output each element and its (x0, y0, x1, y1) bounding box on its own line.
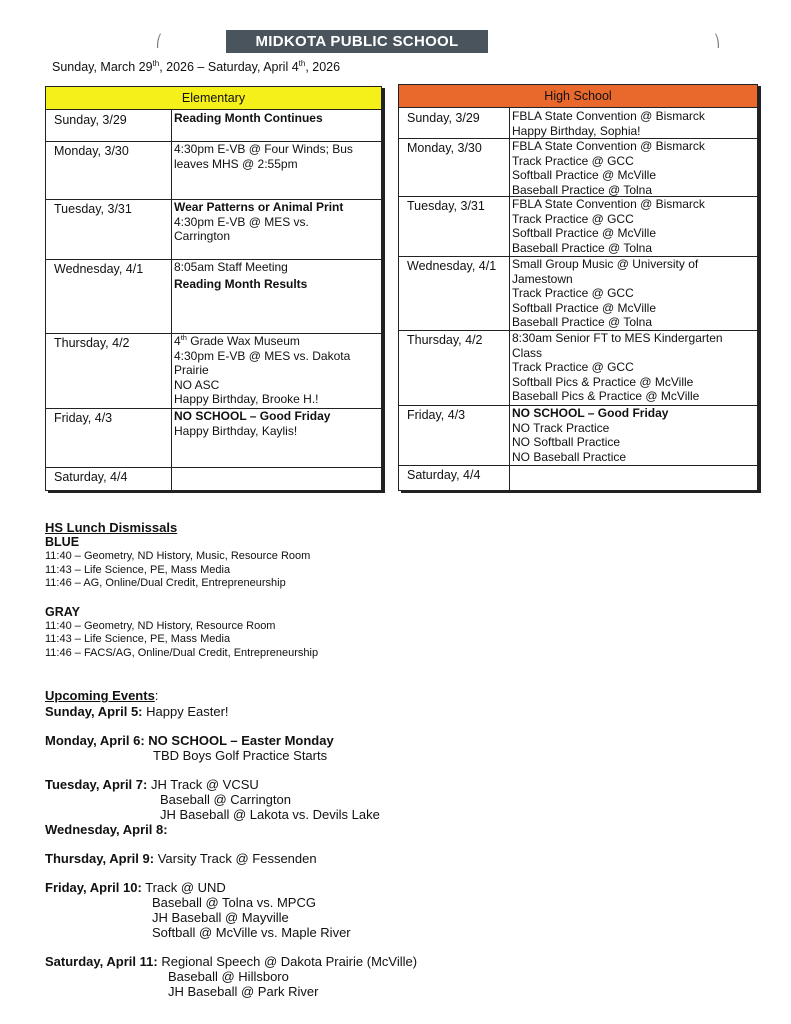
elementary-schedule-table (45, 86, 382, 491)
upcoming-day-line (45, 822, 417, 837)
upcoming-events (45, 688, 417, 999)
upcoming-day-label: Thursday, April 9: (45, 851, 155, 866)
event-line: FBLA State Convention @ Bismarck (512, 197, 705, 211)
upcoming-day-line (45, 880, 417, 895)
event-line: Baseball Practice @ Tolna (512, 315, 653, 329)
event-line: Happy Birthday, Brooke H.! (174, 392, 319, 406)
upcoming-event: NO SCHOOL – Easter Monday (148, 733, 334, 748)
event-line (174, 334, 374, 349)
day-events (174, 467, 374, 468)
event-line: 4:30pm E-VB @ MES vs. (174, 214, 309, 229)
day-label: Saturday, 4/4 (399, 465, 510, 490)
event-line: Baseball Pics & Practice @ McVille (512, 389, 700, 403)
day-events (174, 141, 374, 171)
schedule-row (399, 196, 757, 257)
scan-mark: ⎞ (714, 34, 720, 48)
event-line: 4:30pm E-VB @ MES vs. Dakota (174, 348, 351, 363)
event-line: FBLA State Convention @ Bismarck (512, 139, 705, 153)
event-line: Softball Practice @ McVille (512, 300, 657, 315)
event-line: 4:30pm E-VB @ Four Winds; Bus (174, 142, 353, 156)
upcoming-day-label: Sunday, April 5: (45, 704, 143, 719)
event-line: Track Practice @ GCC (512, 286, 634, 300)
day-label: Friday, 4/3 (46, 408, 172, 467)
day-label: Wednesday, 4/1 (46, 259, 172, 333)
day-events (512, 330, 752, 404)
scan-mark: ⎛ (156, 34, 162, 48)
day-events (174, 333, 374, 407)
schedule-row (46, 141, 381, 200)
page-title: MIDKOTA PUBLIC SCHOOL (226, 30, 488, 53)
upcoming-event: TBD Boys Golf Practice Starts (153, 748, 328, 763)
event-line: NO SCHOOL – Good Friday (512, 406, 669, 420)
event-line: Track Practice @ GCC (512, 211, 634, 226)
upcoming-day (45, 822, 417, 837)
upcoming-event: Varsity Track @ Fessenden (157, 851, 317, 866)
lunch-dismissals (45, 520, 318, 660)
day-label: Thursday, 4/2 (399, 330, 510, 405)
upcoming-day-label: Friday, April 10: (45, 880, 142, 895)
schedule-row (399, 138, 757, 197)
schedule-row (46, 259, 381, 334)
upcoming-day-line (45, 704, 417, 719)
event-line: leaves MHS @ 2:55pm (174, 156, 298, 171)
event-line: NO ASC (174, 377, 220, 392)
day-events (512, 196, 752, 255)
event-line: NO Baseball Practice (512, 449, 627, 464)
event-line: Reading Month Continues (174, 111, 323, 125)
day-label: Tuesday, 3/31 (399, 196, 510, 256)
lunch-heading: HS Lunch Dismissals (45, 520, 178, 535)
event-line: Baseball Practice @ Tolna (512, 182, 653, 197)
lunch-item: 11:43 – Life Science, PE, Mass Media (45, 563, 231, 576)
upcoming-day-line (45, 777, 417, 792)
day-events (174, 259, 374, 291)
schedule-row (399, 465, 757, 490)
upcoming-day-line (45, 733, 417, 748)
day-events (512, 405, 752, 464)
upcoming-day-line (45, 954, 417, 969)
upcoming-event: JH Baseball @ Mayville (152, 910, 289, 925)
lunch-group-name: BLUE (45, 535, 80, 549)
upcoming-event: JH Baseball @ Park River (168, 984, 319, 999)
schedule-row (399, 405, 757, 466)
high-school-schedule-table (398, 84, 758, 491)
upcoming-day-label: Tuesday, April 7: (45, 777, 148, 792)
lunch-group (45, 605, 318, 661)
upcoming-event: Softball @ McVille vs. Maple River (152, 925, 351, 940)
event-line: Jamestown (512, 271, 573, 286)
day-label: Tuesday, 3/31 (46, 199, 172, 259)
day-events (512, 138, 752, 197)
event-line: FBLA State Convention @ Bismarck (512, 109, 705, 123)
event-line: NO Softball Practice (512, 435, 621, 449)
day-events (512, 108, 752, 138)
lunch-group (45, 535, 318, 591)
upcoming-day (45, 851, 417, 866)
day-label: Sunday, 3/29 (399, 108, 510, 138)
day-label: Monday, 3/30 (46, 141, 172, 199)
lunch-item: 11:40 – Geometry, ND History, Resource Room (45, 619, 276, 632)
day-events (174, 199, 374, 244)
schedule-row (46, 333, 381, 409)
day-label: Thursday, 4/2 (46, 333, 172, 408)
lunch-item: 11:43 – Life Science, PE, Mass Media (45, 633, 231, 645)
event-line: Softball Practice @ McVille (512, 168, 657, 182)
day-events (512, 256, 752, 330)
event-line: Softball Practice @ McVille (512, 226, 657, 240)
elementary-header: Elementary (46, 87, 381, 110)
event-line: Small Group Music @ University of (512, 257, 699, 271)
upcoming-event: Baseball @ Hillsboro (168, 969, 289, 984)
upcoming-day (45, 954, 417, 999)
upcoming-day-label: Wednesday, April 8: (45, 822, 168, 837)
event-line: Reading Month Results (174, 276, 308, 291)
upcoming-event: JH Track @ VCSU (150, 777, 259, 792)
lunch-group-name: GRAY (45, 604, 80, 619)
schedule-row (46, 199, 381, 260)
event-line: Wear Patterns or Animal Print (174, 200, 344, 214)
upcoming-event: JH Baseball @ Lakota vs. Devils Lake (160, 807, 380, 822)
day-events (174, 408, 374, 438)
schedule-row (399, 256, 757, 331)
upcoming-heading: Upcoming Events: (45, 688, 159, 703)
upcoming-event: Baseball @ Carrington (160, 792, 291, 807)
ordinal-suffix: th (180, 333, 187, 342)
event-line: NO SCHOOL – Good Friday (174, 409, 331, 423)
day-label: Saturday, 4/4 (46, 467, 172, 490)
day-label: Friday, 4/3 (399, 405, 510, 465)
event-line: Happy Birthday, Kaylis! (174, 423, 298, 438)
week-date-range: Sunday, March 29th, 2026 – Saturday, April 4th, 2026 (52, 58, 341, 74)
lunch-item: 11:40 – Geometry, ND History, Music, Resource Room (45, 550, 311, 562)
upcoming-day-label: Monday, April 6: (45, 733, 145, 748)
schedule-row (46, 408, 381, 468)
upcoming-day (45, 733, 417, 763)
lunch-item: 11:46 – FACS/AG, Online/Dual Credit, Entrepreneurship (45, 646, 319, 659)
upcoming-day-label: Saturday, April 11: (45, 954, 158, 969)
event-line: Softball Pics & Practice @ McVille (512, 374, 694, 389)
event-line: 8:30am Senior FT to MES Kindergarten (512, 331, 723, 345)
schedule-row (46, 110, 381, 142)
event-line: NO Track Practice (512, 420, 610, 435)
high-school-header: High School (399, 85, 757, 108)
day-label: Monday, 3/30 (399, 138, 510, 196)
schedule-row (399, 330, 757, 406)
event-line: Happy Birthday, Sophia! (512, 123, 641, 138)
upcoming-day (45, 777, 417, 822)
upcoming-event: Happy Easter! (146, 704, 229, 719)
schedule-row (46, 467, 381, 490)
event-line: Track Practice @ GCC (512, 153, 634, 168)
schedule-row (399, 108, 757, 139)
event-line: Track Practice @ GCC (512, 360, 634, 374)
event-line: Baseball Practice @ Tolna (512, 240, 653, 255)
event-text: 4 (174, 334, 181, 348)
upcoming-event: Regional Speech @ Dakota Prairie (McVille) (161, 954, 418, 969)
day-label: Wednesday, 4/1 (399, 256, 510, 330)
upcoming-day (45, 880, 417, 940)
lunch-item: 11:46 – AG, Online/Dual Credit, Entrepreneurship (45, 577, 286, 589)
event-line: Carrington (174, 229, 231, 243)
event-line: Prairie (174, 363, 209, 377)
upcoming-day (45, 704, 417, 719)
day-label: Sunday, 3/29 (46, 110, 172, 141)
upcoming-day-line (45, 851, 417, 866)
event-line: 8:05am Staff Meeting (174, 260, 288, 274)
day-events (174, 110, 374, 126)
event-line: Class (512, 345, 543, 360)
upcoming-event: Track @ UND (145, 880, 226, 895)
upcoming-event: Baseball @ Tolna vs. MPCG (152, 895, 316, 910)
event-text: Grade Wax Museum (186, 334, 300, 348)
day-events (512, 465, 752, 466)
